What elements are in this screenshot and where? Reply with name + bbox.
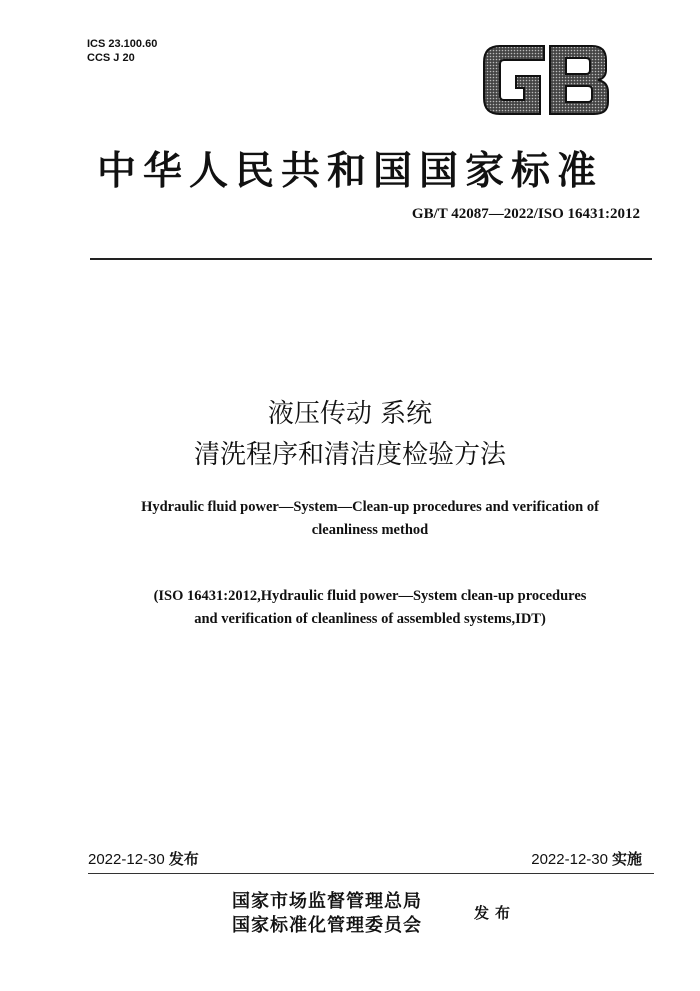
ics-code: ICS 23.100.60: [87, 38, 158, 50]
title-cn-line1: 液压传动 系统: [267, 399, 433, 429]
classification-codes: [87, 37, 157, 65]
issuer-line2: 国家标准化管理委员会: [232, 915, 422, 936]
implement-date: 2022-12-30: [531, 851, 608, 868]
publish-label: 发布: [168, 850, 199, 868]
equivalent-line2: and verification of cleanliness of assembled systems,IDT): [194, 611, 546, 627]
issuer-line1: 国家市场监督管理总局: [232, 891, 422, 912]
implement-label: 实施: [611, 850, 642, 868]
footer-divider: [88, 873, 654, 874]
standard-code: GB/T 42087—2022/ISO 16431:2012: [411, 206, 640, 222]
gb-logo-icon: [480, 40, 612, 120]
title-cn-line2: 清洗程序和清洁度检验方法: [193, 440, 506, 470]
publish-date: 2022-12-30: [88, 851, 165, 868]
title-en-line1: Hydraulic fluid power—System—Clean-up procedures and verification of: [141, 499, 599, 515]
implement-date-block: [531, 848, 642, 869]
header-divider: [90, 258, 652, 260]
standard-organization-title: 中华人民共和国国家标准: [96, 148, 603, 194]
publish-date-block: [88, 848, 199, 869]
ccs-code: CCS J 20: [87, 52, 135, 64]
issuing-authorities: [232, 890, 422, 938]
title-en-line2: cleanliness method: [311, 522, 429, 538]
equivalent-line1: (ISO 16431:2012,Hydraulic fluid power—System clean-up procedures: [153, 588, 587, 604]
issue-word: 发布: [474, 904, 517, 922]
